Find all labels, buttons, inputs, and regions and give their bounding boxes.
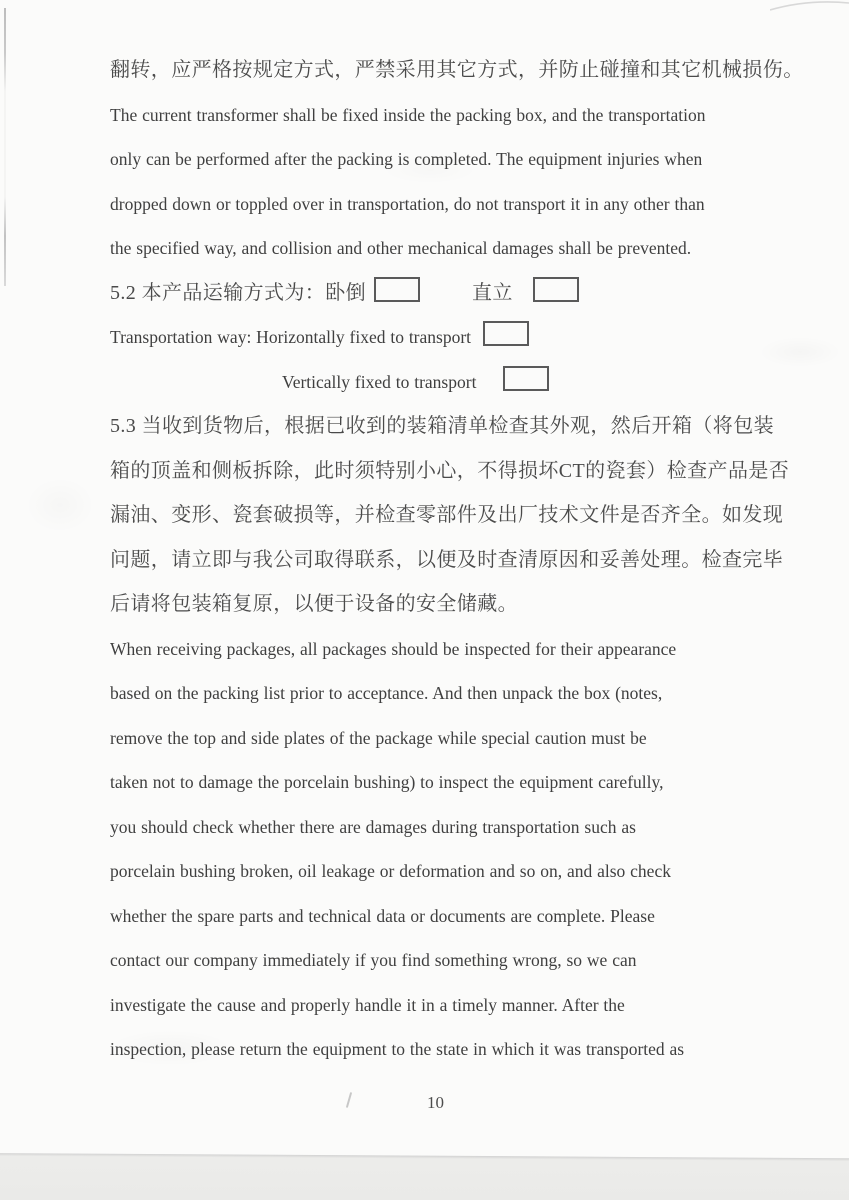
text-line (110, 404, 800, 449)
text-run: investigate the cause and properly handle it in a timely manner. After the (110, 994, 625, 1015)
scan-edge-artifact-top-right (770, 0, 849, 14)
text-run: 5.3 当收到货物后，根据已收到的装箱清单检查其外观，然后开箱（将包装 (110, 415, 774, 437)
page-bottom-edge-shadow (0, 1153, 849, 1200)
scan-edge-artifact-left (4, 8, 6, 286)
text-run: taken not to damage the porcelain bushing) to inspect the equipment carefully, (110, 772, 664, 792)
text-run: only can be performed after the packing is completed. The equipment injuries when (110, 149, 703, 169)
text-run: 问题，请立即与我公司取得联系，以便及时查清原因和妥善处理。检查完毕 (110, 548, 784, 571)
text-run: the specified way, and collision and other mechanical damages shall be prevented. (110, 238, 692, 258)
text-line (110, 849, 800, 894)
text-line (110, 93, 800, 138)
horizontal-transport-checkbox[interactable] (483, 321, 529, 346)
text-line (110, 716, 800, 761)
text-run: whether the spare parts and technical data or documents are complete. Please (110, 905, 655, 926)
text-run: Vertically fixed to transport (282, 371, 477, 392)
text-line (110, 894, 800, 939)
text-run: The current transformer shall be fixed inside the packing box, and the transportation (110, 104, 706, 125)
text-line-transport-way-vertical-en (110, 360, 800, 405)
text-run: based on the packing list prior to acceptance. And then unpack the box (notes, (110, 683, 663, 703)
vertical-transport-checkbox[interactable] (503, 366, 549, 391)
text-line (110, 760, 800, 805)
text-run: contact our company immediately if you find something wrong, so we can (110, 950, 637, 970)
text-line (110, 137, 800, 182)
lying-transport-checkbox[interactable] (374, 277, 420, 302)
text-line (110, 1027, 800, 1072)
text-line (110, 226, 800, 271)
text-line (110, 582, 800, 627)
text-run: remove the top and side plates of the package while special caution must be (110, 727, 647, 748)
text-run: you should check whether there are damages during transportation such as (110, 816, 636, 837)
text-run: inspection, please return the equipment to the state in which it was transported as (110, 1039, 685, 1059)
text-line (110, 938, 800, 983)
text-run: When receiving packages, all packages should be inspected for their appearance (110, 638, 677, 659)
text-line (110, 182, 800, 227)
text-run: porcelain bushing broken, oil leakage or deformation and so on, and also check (110, 861, 671, 881)
text-run: Transportation way: Horizontally fixed to transport (110, 327, 472, 347)
text-run: 5.2 本产品运输方式为：卧倒 (110, 281, 366, 304)
text-line (110, 627, 800, 672)
text-run: 箱的顶盖和侧板拆除，此时须特别小心，不得损坏CT的瓷套）检查产品是否 (110, 459, 790, 482)
text-run: 翻转，应严格按规定方式，严禁采用其它方式，并防止碰撞和其它机械损伤。 (110, 59, 804, 81)
text-line-transport-way-zh (110, 271, 800, 316)
text-run: 后请将包装箱复原，以便于设备的安全储藏。 (110, 593, 518, 615)
text-line-transport-way-horizontal-en (110, 315, 800, 360)
text-line (110, 805, 800, 850)
text-line (110, 538, 800, 583)
text-line (110, 449, 800, 494)
text-run: dropped down or toppled over in transportation, do not transport it in any other than (110, 193, 705, 214)
document-body (110, 48, 804, 1072)
page-footer (0, 1090, 849, 1116)
text-run: 直立 (472, 281, 513, 304)
text-line (110, 493, 800, 538)
upright-transport-checkbox[interactable] (533, 277, 579, 302)
text-line (110, 48, 804, 93)
text-line (110, 983, 800, 1028)
page-number: 10 (427, 1093, 444, 1112)
text-line (110, 671, 800, 716)
text-run: 漏油、变形、瓷套破损等，并检查零部件及出厂技术文件是否齐全。如发现 (110, 504, 784, 526)
